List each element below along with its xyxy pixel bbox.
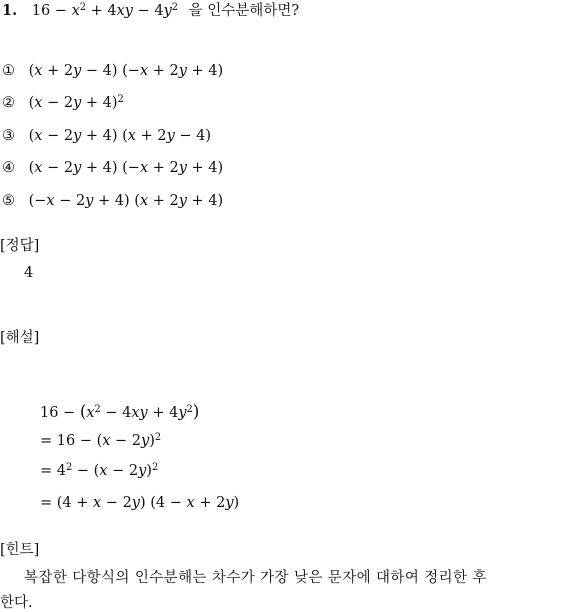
explanation-step-1: $16 - (x^2 - 4xy + 4y^2)$: [40, 402, 200, 421]
answer-value: 4: [24, 265, 34, 281]
hint-label: [힌트]: [0, 542, 40, 558]
choice-text: (x − 2y + 4) (−x + 2y + 4): [28, 160, 224, 176]
choice-marker: ②: [2, 95, 15, 111]
hint-line-1: 복잡한 다항식의 인수분해는 차수가 가장 낮은 문자에 대하여 정리한 후: [24, 570, 487, 586]
choice-marker: ③: [2, 128, 15, 144]
choice-marker: ④: [2, 160, 15, 176]
choice-5[interactable]: [2, 194, 223, 209]
choice-1[interactable]: [2, 64, 223, 79]
question-prompt: 을 인수분해하면?: [188, 3, 300, 19]
answer-label: [정답]: [0, 238, 40, 254]
question-line: [2, 4, 299, 19]
explanation-step-4: = (4 + x − 2y) (4 − x + 2y): [40, 495, 240, 511]
choice-marker: ⑤: [2, 193, 15, 209]
choice-3[interactable]: [2, 129, 211, 144]
question-expr: $16 - x^2 + 4xy - 4y^2$: [31, 2, 179, 19]
question-number: 1.: [2, 2, 18, 19]
hint-line-2: 한다.: [0, 595, 33, 611]
choice-text: $(x - 2y + 4)^2$: [28, 94, 124, 111]
choice-text: (x − 2y + 4) (x + 2y − 4): [28, 128, 212, 144]
choice-2[interactable]: [2, 96, 124, 111]
choice-text: (−x − 2y + 4) (x + 2y + 4): [28, 193, 224, 209]
explanation-label: [해설]: [0, 330, 40, 346]
choice-marker: ①: [2, 63, 15, 79]
explanation-step-2: = $16 - (x - 2y)^2$: [40, 432, 162, 449]
explanation-step-3: = $4^2 - (x - 2y)^2$: [40, 462, 159, 479]
choice-4[interactable]: [2, 161, 223, 176]
choice-text: (x + 2y − 4) (−x + 2y + 4): [28, 63, 224, 79]
